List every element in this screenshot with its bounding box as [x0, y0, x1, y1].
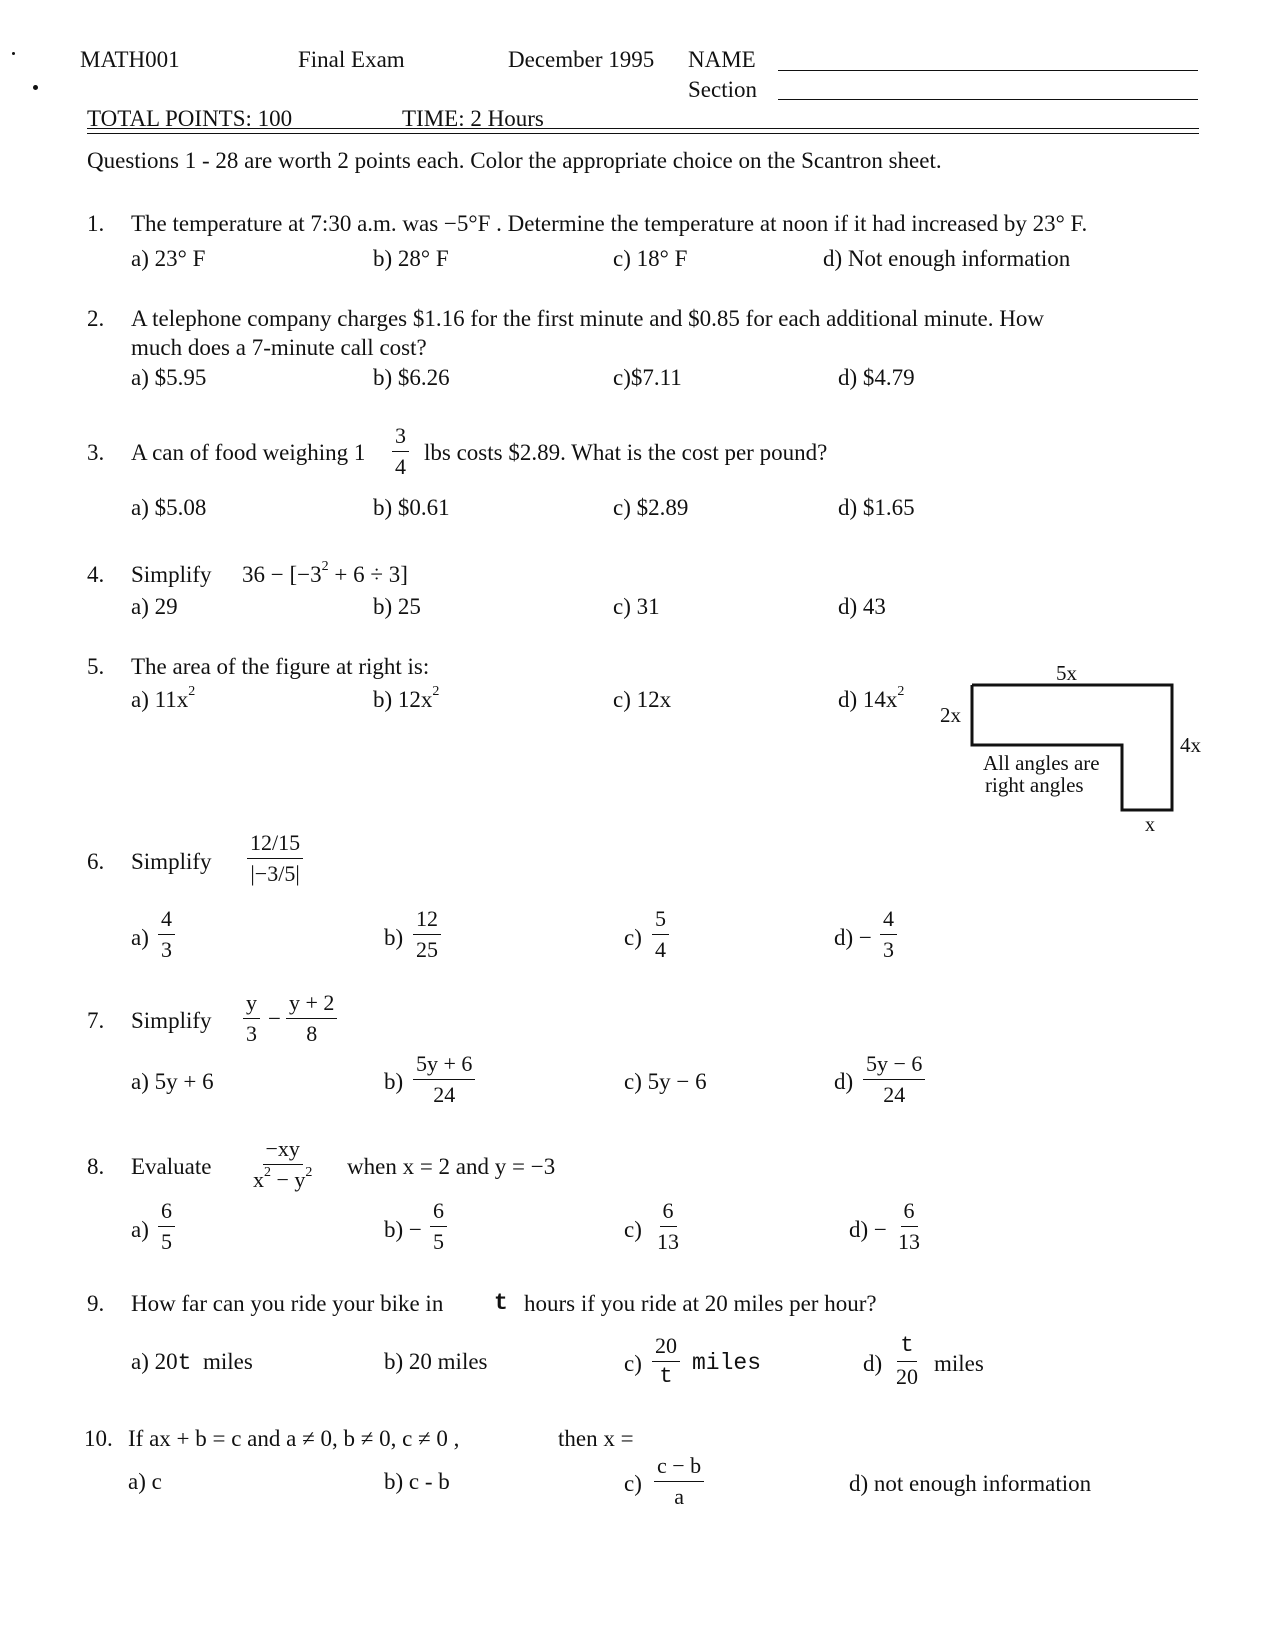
choice-c-fraction[interactable]: $\frac{20}{t}$ [652, 1335, 680, 1388]
figure-note: All angles are [983, 751, 1100, 775]
question-number: 10. [84, 1426, 113, 1451]
header-rule-bottom [87, 133, 1199, 134]
choice-d[interactable]: d) $4.79 [838, 365, 915, 390]
question-text: A telephone company charges $1.16 for the first minute and $0.85 for each additional minute. How [131, 306, 1044, 331]
figure-note: right angles [985, 773, 1084, 797]
instructions: Questions 1 - 28 are worth 2 points each. Color the appropriate choice on the Scantron sheet. [87, 148, 942, 173]
question-number: 6. [87, 849, 105, 874]
choice-c-fraction[interactable]: $\frac{c - b}{a}$ [654, 1455, 704, 1508]
choice-d-label[interactable]: d) − [834, 925, 872, 950]
exam-title: Final Exam [298, 47, 405, 72]
figure-label-right: 4x [1180, 733, 1201, 757]
question-number: 2. [87, 306, 105, 331]
choice-d-label[interactable]: d) − [849, 1217, 887, 1242]
question-number: 3. [87, 440, 105, 465]
choice-c[interactable]: c) 5y − 6 [624, 1069, 707, 1094]
choice-c-label[interactable]: c) [624, 925, 642, 950]
choice-a[interactable]: a) 5y + 6 [131, 1069, 214, 1094]
course-code: MATH001 [80, 47, 180, 72]
figure-label-bottom: x [1145, 814, 1155, 836]
question-text: hours if you ride at 20 miles per hour? [524, 1291, 877, 1316]
question-label: Simplify [131, 562, 212, 587]
minus-sign: − [268, 1006, 281, 1031]
choice-c[interactable]: c) 31 [613, 594, 660, 619]
name-label: NAME [688, 47, 756, 72]
choice-c[interactable]: c)$7.11 [613, 365, 682, 390]
choice-a[interactable]: a) 29 [131, 594, 178, 619]
question-number: 5. [87, 654, 105, 679]
figure-label-left: 2x [940, 703, 961, 727]
choice-a[interactable]: a) 20t miles [131, 1349, 253, 1376]
choice-b[interactable]: b) $6.26 [373, 365, 450, 390]
question-label: Evaluate [131, 1154, 212, 1179]
choice-b[interactable]: b) c - b [384, 1469, 450, 1494]
choice-d-fraction[interactable]: $\frac{6}{13}$ [898, 1198, 920, 1254]
choice-b[interactable]: b) 20 miles [384, 1349, 488, 1374]
question-label: Simplify [131, 1008, 212, 1033]
expression-fraction: $\frac{12/15}{|-3/5|}$ [247, 832, 303, 885]
question-label: Simplify [131, 849, 212, 874]
choice-b-label[interactable]: b) [384, 925, 404, 950]
variable-t: t [494, 1290, 508, 1316]
expression-fraction-1: $\frac{y}{3}$ [243, 992, 260, 1045]
total-points: TOTAL POINTS: 100 [87, 106, 293, 131]
question-number: 8. [87, 1154, 105, 1179]
choice-c-fraction[interactable]: $\frac{6}{13}$ [657, 1198, 679, 1254]
choice-d-fraction[interactable]: $\frac{5y - 6}{24}$ [863, 1053, 925, 1106]
exam-date: December 1995 [508, 47, 655, 72]
choice-a-label[interactable]: a) [131, 925, 149, 950]
choice-b-fraction[interactable]: $\frac{12}{25}$ [413, 908, 441, 961]
choice-b-fraction[interactable]: $\frac{6}{5}$ [430, 1200, 447, 1253]
choice-c[interactable]: c) 18° F [613, 246, 688, 271]
question-number: 9. [87, 1291, 105, 1316]
expression-fraction-2: $\frac{y + 2}{8}$ [286, 992, 337, 1045]
section-label: Section [688, 77, 757, 102]
question-text: The area of the figure at right is: [131, 654, 430, 679]
question-text: If ax + b = c and a ≠ 0, b ≠ 0, c ≠ 0 , [128, 1426, 460, 1451]
choice-a-fraction[interactable]: $\frac{6}{5}$ [158, 1200, 175, 1253]
choice-b-label[interactable]: b) [384, 1069, 404, 1094]
choice-c-label[interactable]: c) [624, 1217, 642, 1242]
choice-a[interactable]: a) $5.08 [131, 495, 207, 520]
question-text: lbs costs $2.89. What is the cost per pound? [424, 440, 828, 465]
figure-label-top: 5x [1056, 661, 1077, 685]
choice-d-fraction[interactable]: $\frac{4}{3}$ [880, 908, 897, 961]
choice-d[interactable]: d) $14x^2$ [838, 684, 905, 712]
choice-d-fraction[interactable]: $\frac{t}{20}$ [896, 1333, 918, 1389]
question-text-then: then x = [558, 1426, 634, 1451]
name-field-line[interactable] [778, 70, 1198, 71]
choice-a[interactable]: a) c [128, 1469, 162, 1494]
question-text: much does a 7-minute call cost? [131, 335, 427, 360]
expression-fraction: $\frac{-xy}{x^2 - y^2}$ [253, 1136, 313, 1192]
choice-b-fraction[interactable]: $\frac{5y + 6}{24}$ [413, 1053, 475, 1106]
choice-d[interactable]: d) not enough information [849, 1471, 1092, 1496]
choice-c-fraction[interactable]: $\frac{5}{4}$ [652, 908, 669, 961]
question-number: 1. [87, 211, 105, 236]
time-limit: TIME: 2 Hours [402, 106, 544, 131]
choice-a-label[interactable]: a) [131, 1217, 149, 1242]
choice-c-unit[interactable]: miles [692, 1350, 762, 1376]
mixed-number-fraction: $\frac{3}{4}$ [392, 425, 409, 478]
scan-speck [12, 52, 15, 55]
choice-c-label[interactable]: c) [624, 1471, 642, 1496]
choice-a[interactable]: a) $5.95 [131, 365, 207, 390]
question-text: How far can you ride your bike in [131, 1291, 444, 1316]
choice-a[interactable]: a) 23° F [131, 246, 206, 271]
expression: $36 - [-3^2 + 6 \div 3]$ [242, 559, 408, 587]
choice-b[interactable]: b) 25 [373, 594, 421, 619]
section-field-line[interactable] [778, 99, 1198, 100]
choice-a-fraction[interactable]: $\frac{4}{3}$ [158, 908, 175, 961]
question-text: The temperature at 7:30 a.m. was −5°F . Determine the temperature at noon if it had increased by 23° F. [131, 211, 1088, 236]
choice-d-unit[interactable]: miles [934, 1351, 984, 1376]
scan-speck [33, 85, 38, 90]
question-number: 4. [87, 562, 105, 587]
choice-c[interactable]: c) 12x [613, 687, 672, 712]
choice-b[interactable]: b) $12x^2$ [373, 684, 440, 712]
condition: when x = 2 and y = −3 [347, 1154, 556, 1179]
header-rule-top [87, 128, 1199, 129]
choice-d[interactable]: d) 43 [838, 594, 886, 619]
question-number: 7. [87, 1008, 105, 1033]
choice-c-label[interactable]: c) [624, 1351, 642, 1376]
choice-b[interactable]: b) 28° F [373, 246, 449, 271]
choice-b-label[interactable]: b) − [384, 1217, 422, 1242]
choice-b[interactable]: b) $0.61 [373, 495, 450, 520]
question-text: A can of food weighing 1 [131, 440, 366, 465]
choice-d-label[interactable]: d) [863, 1351, 883, 1376]
choice-d[interactable]: d) Not enough information [823, 246, 1071, 271]
choice-d[interactable]: d) $1.65 [838, 495, 915, 520]
choice-a[interactable]: a) $11x^2$ [131, 684, 196, 712]
choice-d-label[interactable]: d) [834, 1069, 854, 1094]
choice-c[interactable]: c) $2.89 [613, 495, 689, 520]
